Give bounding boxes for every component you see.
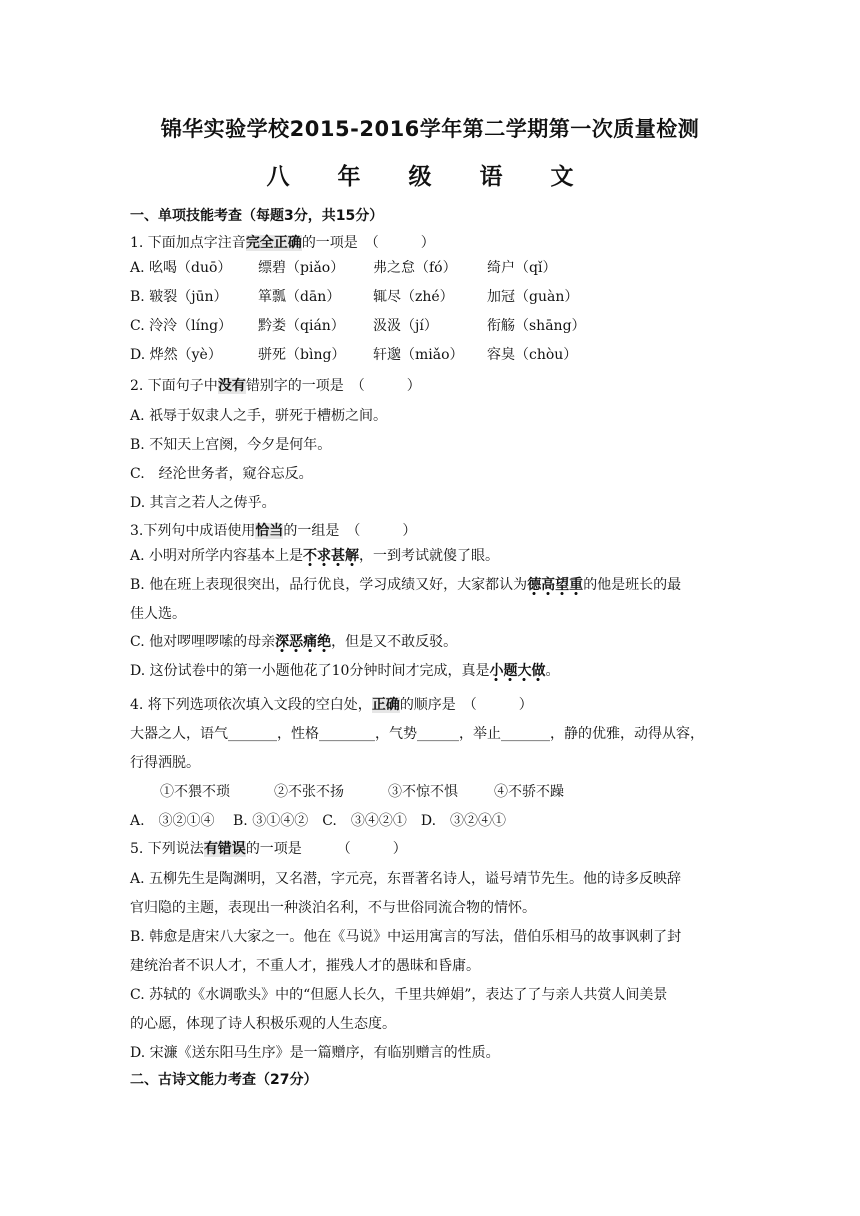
q3-option-d [130,661,740,681]
q1-option-d-3: 轩邈（miǎo） [373,347,464,363]
q1-option-d-1: D. 烨然（yè） [130,347,222,363]
q3-stem-emphasis: 恰当 [255,523,284,539]
q1-option-d-4: 容臭（chòu） [487,347,578,363]
q1-stem-post: 的一项是 （ ） [301,235,435,251]
q3-c-pre: C. 他对啰哩啰嗦的母亲 [130,634,276,650]
q4-passage-line1: 大器之人，语气_______，性格________，气势______，举止_______，静的优雅，动得从容， [130,726,704,742]
q3-b-post: 的他是班长的最 [583,577,682,593]
q4-choice-2: ②不张不扬 [274,784,344,800]
q2-stem [130,376,740,396]
q1-option-c-2: 黔娄（qián） [258,318,345,334]
exam-title: 锦华实验学校2015-2016学年第二学期第一次质量检测 [160,117,700,141]
q3-c-idiom: 深恶痛绝 [275,634,331,653]
q1-option-b-4: 加冠（guàn） [487,289,579,305]
q5-option-a-line1: A. 五柳先生是陶渊明，又名潜，字元亮，东晋著名诗人，谥号靖节先生。他的诗多反映辞 [130,871,682,887]
q1-stem [130,233,740,253]
subject-title: 八 年 级 语 文 [266,164,594,190]
q4-passage-line2: 行得洒脱。 [130,755,200,771]
q3-option-b-cont: 佳人选。 [130,606,186,622]
q3-a-idiom: 不求甚解 [303,548,359,567]
q3-option-c [130,632,740,652]
q1-option-a-2: 缥碧（piǎo） [258,260,345,276]
q3-c-post: ，但是又不敢反驳。 [331,634,458,650]
q5-stem-emphasis: 有错误 [203,841,246,857]
q1-option-b-1: B. 皲裂（jūn） [130,289,228,305]
q2-option-c: C. 经沦世务者，窥谷忘反。 [130,466,313,482]
q3-option-a [130,546,740,566]
section2-heading: 二、古诗文能力考查（27分） [130,1072,318,1088]
q3-a-post: ，一到考试就傻了眼。 [359,548,500,564]
q5-stem [130,839,740,859]
section1-heading: 一、单项技能考查（每题3分，共15分） [130,208,384,224]
q4-choice-1: ①不猥不琐 [160,784,230,800]
q3-b-pre: B. 他在班上表现很突出，品行优良，学习成绩又好，大家都认为 [130,577,528,593]
q1-option-a-3: 弗之怠（fó） [373,260,457,276]
q1-option-b-2: 箪瓢（dān） [258,289,341,305]
q2-stem-pre: 2. 下面句子中 [130,378,218,394]
q3-d-idiom: 小题大做 [489,663,545,682]
q1-option-a-1: A. 吆喝（duō） [130,260,232,276]
q1-option-c-4: 衔觞（shāng） [487,318,586,334]
q5-option-d: D. 宋濂《送东阳马生序》是一篇赠序，有临别赠言的性质。 [130,1045,500,1061]
q4-stem-post: 的顺序是 （ ） [399,697,533,713]
q4-answers: A. ③②①④ B. ③①④② C. ③④②① D. ③②④① [130,813,507,829]
q2-option-a: A. 祇辱于奴隶人之手，骈死于槽枥之间。 [130,408,388,424]
q3-a-pre: A. 小明对所学内容基本上是 [130,548,304,564]
q4-stem [130,695,740,715]
q4-choice-4: ④不骄不躁 [494,784,564,800]
q1-option-c-3: 汲汲（jí） [373,318,438,334]
q4-choice-3: ③不惊不惧 [388,784,458,800]
q2-option-d: D. 其言之若人之俦乎。 [130,495,276,511]
q1-option-b-3: 辄尽（zhé） [373,289,454,305]
q5-stem-post: 的一项是 （ ） [245,841,407,857]
q4-stem-pre: 4. 将下列选项依次填入文段的空白处， [130,697,372,713]
q3-b-idiom: 德高望重 [527,577,583,596]
q1-stem-pre: 1. 下面加点字注音 [130,235,246,251]
q3-stem-post: 的一组是 （ ） [283,523,417,539]
q5-option-b-line2: 建统治者不识人才，不重人才，摧残人才的愚昧和昏庸。 [130,958,480,974]
q2-stem-post: 错别字的一项是 （ ） [245,378,421,394]
q5-stem-pre: 5. 下列说法 [130,841,204,857]
q5-option-c-line2: 的心愿，体现了诗人积极乐观的人生态度。 [130,1016,396,1032]
q1-stem-emphasis: 完全正确 [245,235,302,251]
q5-option-c-line1: C. 苏轼的《水调歌头》中的“但愿人长久，千里共婵娟”，表达了了与亲人共赏人间美景 [130,987,668,1003]
q1-option-c-1: C. 泠泠（líng） [130,318,233,334]
q3-stem-pre: 3.下列句中成语使用 [130,523,256,539]
q5-option-b-line1: B. 韩愈是唐宋八大家之一。他在《马说》中运用寓言的写法，借伯乐相马的故事讽刺了封 [130,929,682,945]
q1-option-a-4: 绮户（qǐ） [487,260,557,276]
q3-stem [130,521,740,541]
q4-stem-emphasis: 正确 [371,697,400,713]
q1-option-d-2: 骈死（bìng） [258,347,346,363]
q2-option-b: B. 不知天上宫阕，今夕是何年。 [130,437,332,453]
q5-option-a-line2: 官归隐的主题，表现出一种淡泊名利，不与世俗同流合物的情怀。 [130,900,536,916]
q3-d-pre: D. 这份试卷中的第一小题他花了10分钟时间才完成，真是 [130,663,490,679]
q3-d-post: 。 [545,663,560,679]
q2-stem-emphasis: 没有 [217,378,246,394]
q3-option-b [130,575,740,595]
